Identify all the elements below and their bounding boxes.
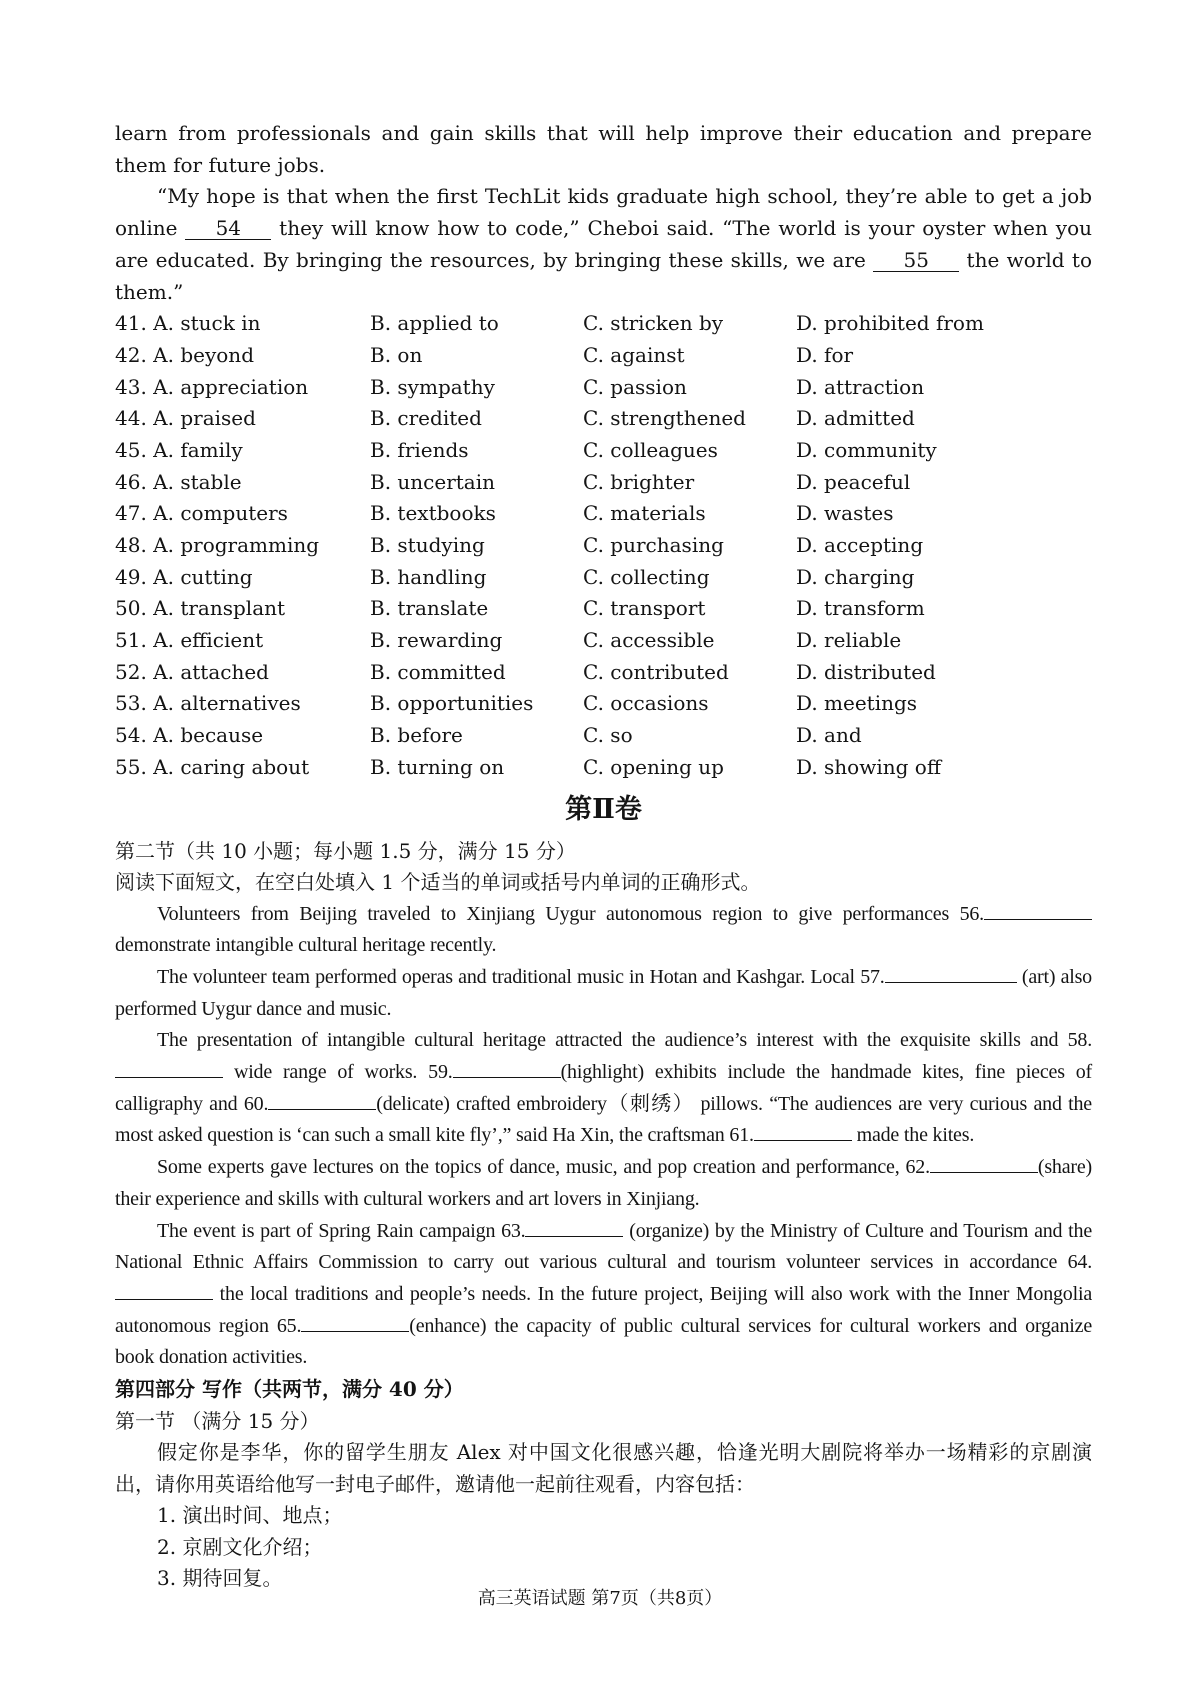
option-a: 41. A. stuck in (115, 311, 261, 336)
option-d: D. showing off (796, 754, 942, 779)
passage-text: “My hope is that when the first TechLit kids graduate high school, they’re able to get a job online (115, 184, 1092, 241)
option-c: C. occasions (583, 691, 709, 716)
blank-59 (453, 1057, 561, 1078)
option-d: D. community (796, 437, 937, 462)
option-row (115, 530, 1092, 562)
option-d: D. attraction (796, 374, 925, 399)
option-row (115, 562, 1092, 594)
option-c: C. against (583, 342, 685, 367)
passage-text: they will know how to code,” Cheboi said. “The world is your oyster when you are educated. By bringing the resources, by bringing these skills, we are (115, 216, 1092, 272)
option-d: D. distributed (796, 659, 936, 684)
option-b: B. studying (370, 533, 485, 558)
option-row (115, 403, 1092, 435)
section-2-instruction: 阅读下面短文，在空白处填入 1 个适当的单词或括号内单词的正确形式。 (115, 870, 761, 895)
option-a: 47. A. computers (115, 501, 288, 526)
blank-64 (115, 1279, 213, 1300)
option-row (115, 625, 1092, 657)
grammar-paragraph-4: Some experts gave lectures on the topics of dance, music, and pop creation and performance, 62. (share) their experience and skills with cultural workers and art lovers in Xinjiang. (115, 1152, 1092, 1215)
option-a: 42. A. beyond (115, 342, 254, 367)
option-a: 54. A. because (115, 723, 264, 748)
blank-61 (754, 1120, 852, 1141)
blank-56 (984, 899, 1092, 920)
grammar-paragraph-5: The event is part of Spring Rain campaign 63. (organize) by the Ministry of Culture and Tourism and the National Ethnic Affairs Commission to carry out various cultural and tourism volunteer services in accordance 64. the local traditions and people’s needs. In the future project, Beijing will also work with the Inner Mongolia autonomous region 65. (enhance) the capacity of public cultural services for cultural workers and organize book donation activities. (115, 1216, 1092, 1375)
option-row (115, 372, 1092, 404)
option-b: B. opportunities (370, 691, 534, 716)
writing-point: 1. 演出时间、地点； (157, 1503, 343, 1528)
option-b: B. before (370, 723, 463, 748)
option-d: D. accepting (796, 533, 924, 558)
option-c: C. contributed (583, 659, 729, 684)
option-b: B. applied to (370, 311, 499, 336)
option-d: D. wastes (796, 501, 894, 526)
option-d: D. admitted (796, 406, 915, 431)
option-b: B. committed (370, 659, 506, 684)
writing-point: 3. 期待回复。 (157, 1566, 283, 1591)
exam-page (115, 118, 1092, 1595)
option-c: C. so (583, 723, 633, 748)
option-c: C. colleagues (583, 437, 718, 462)
blank-63 (525, 1216, 623, 1237)
option-a: 52. A. attached (115, 659, 269, 684)
section-2-heading: 第二节（共 10 小题；每小题 1.5 分，满分 15 分） (115, 838, 576, 863)
part-4-heading: 第四部分 写作（共两节，满分 40 分） (115, 1377, 464, 1402)
option-d: D. peaceful (796, 469, 911, 494)
writing-prompt: 假定你是李华，你的留学生朋友 Alex 对中国文化很感兴趣，恰逢光明大剧院将举办一场精彩的京剧演出，请你用英语给他写一封电子邮件，邀请他一起前往观看，内容包括： (115, 1440, 1092, 1496)
option-a: 51. A. efficient (115, 628, 264, 653)
option-b: B. credited (370, 406, 482, 431)
option-c: C. opening up (583, 754, 724, 779)
option-a: 45. A. family (115, 437, 243, 462)
option-d: D. prohibited from (796, 311, 984, 336)
option-row (115, 720, 1092, 752)
blank-55: 55 (873, 249, 959, 272)
blank-65 (301, 1311, 409, 1332)
option-row (115, 435, 1092, 467)
option-b: B. uncertain (370, 469, 496, 494)
option-c: C. collecting (583, 564, 710, 589)
option-c: C. brighter (583, 469, 695, 494)
option-c: C. stricken by (583, 311, 724, 336)
blank-57 (885, 962, 1017, 983)
option-a: 53. A. alternatives (115, 691, 301, 716)
option-c: C. transport (583, 596, 706, 621)
option-d: D. reliable (796, 628, 902, 653)
option-row (115, 467, 1092, 499)
blank-54: 54 (185, 217, 271, 240)
option-c: C. strengthened (583, 406, 746, 431)
grammar-paragraph-2: The volunteer team performed operas and traditional music in Hotan and Kashgar. Local 57. (art) also performed Uygur dance and music. (115, 962, 1092, 1025)
option-a: 46. A. stable (115, 469, 242, 494)
option-d: D. meetings (796, 691, 918, 716)
option-d: D. for (796, 342, 854, 367)
option-a: 43. A. appreciation (115, 374, 309, 399)
option-b: B. translate (370, 596, 489, 621)
option-a: 50. A. transplant (115, 596, 286, 621)
option-d: D. and (796, 723, 862, 748)
option-c: C. purchasing (583, 533, 724, 558)
option-a: 48. A. programming (115, 533, 320, 558)
blank-62 (930, 1152, 1038, 1173)
option-c: C. passion (583, 374, 687, 399)
blank-60 (268, 1089, 376, 1110)
option-a: 55. A. caring about (115, 754, 310, 779)
option-row (115, 752, 1092, 784)
part-4-sub-heading: 第一节 （满分 15 分） (115, 1408, 320, 1433)
option-a: 44. A. praised (115, 406, 256, 431)
option-c: C. materials (583, 501, 706, 526)
option-d: D. transform (796, 596, 925, 621)
page-footer: 高三英语试题 第7页（共8页） (477, 1588, 723, 1609)
option-row (115, 688, 1092, 720)
grammar-paragraph-1: Volunteers from Beijing traveled to Xinjiang Uygur autonomous region to give performances 56.demonstrate intangible cultural heritage recently. (115, 899, 1092, 962)
option-b: B. textbooks (370, 501, 496, 526)
option-b: B. turning on (370, 754, 505, 779)
option-d: D. charging (796, 564, 915, 589)
options-list (115, 308, 1092, 783)
option-b: B. sympathy (370, 374, 495, 399)
passage-paragraph-quote (115, 181, 1092, 308)
writing-point: 2. 京剧文化介绍； (157, 1534, 323, 1559)
option-row (115, 340, 1092, 372)
option-b: B. friends (370, 437, 469, 462)
option-a: 49. A. cutting (115, 564, 253, 589)
option-row (115, 593, 1092, 625)
option-c: C. accessible (583, 628, 715, 653)
grammar-paragraph-3: The presentation of intangible cultural heritage attracted the audience’s interest with the exquisite skills and 58. wide range of works. 59. (highlight) exhibits include the handmade kites, fine pieces of calligraphy and 60. (delicate) crafted embroidery（刺绣） pillows. “The audiences are very curious and the most asked question is ‘can such a small kite fly’,” said Ha Xin, the craftsman 61. made the kites. (115, 1029, 1093, 1147)
option-b: B. handling (370, 564, 487, 589)
option-row (115, 308, 1092, 340)
blank-58 (115, 1057, 223, 1078)
option-b: B. rewarding (370, 628, 503, 653)
passage-text: the world to them.” (115, 247, 1092, 304)
volume-2-title: 第Ⅱ卷 (565, 793, 642, 825)
option-b: B. on (370, 342, 423, 367)
passage-paragraph: learn from professionals and gain skills that will help improve their education and prepare them for future jobs. (115, 121, 1092, 177)
option-row (115, 657, 1092, 689)
option-row (115, 498, 1092, 530)
